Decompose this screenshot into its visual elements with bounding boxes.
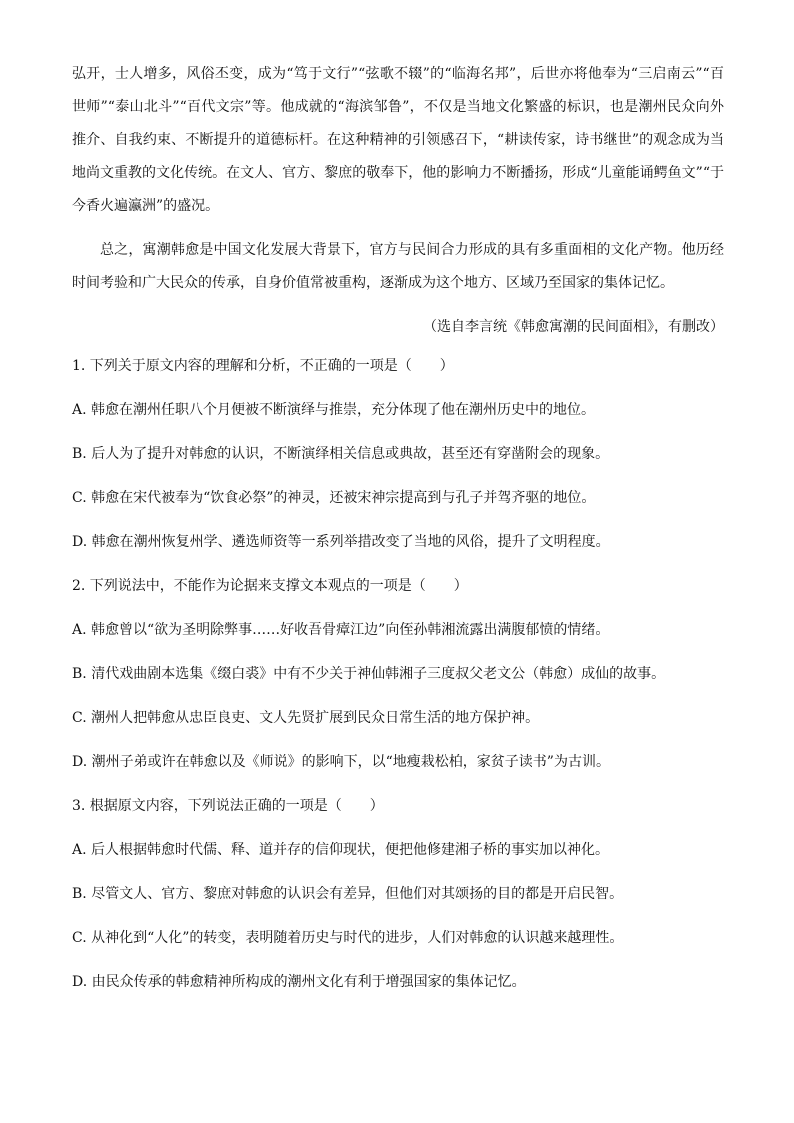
passage-source: （选自李言统《韩愈寓潮的民间面相》，有删改） [423,319,724,335]
question-option: B. 后人为了提升对韩愈的认识，不断演绎相关信息或典故，甚至还有穿凿附会的现象。 [72,446,610,462]
passage-paragraph-1: 弘开，士人增多，风俗丕变，成为“笃于文行”“弦歌不辍”的“临海名邦”，后世亦将他奉为“三启南云”“百世师”“泰山北斗”“百代文宗”等。他成就的“海滨邹鲁”，不仅是当地文化繁盛的标识，也是潮州民众向外推介、自我约束、不断提升的道德标杆。在这种精神的引领感召下，“耕读传家，诗书继世”的观念成为当地尚文重教的文化传统。在文人、官方、黎庶的敬奉下，他的影响力不断播扬，形成“儿童能诵鳄鱼文”“于今香火遍瀛洲”的盛况。 [72,66,724,214]
question-1 [72,355,724,553]
question-option: C. 潮州人把韩愈从忠臣良吏、文人先贤扩展到民众日常生活的地方保护神。 [72,710,540,726]
question-option: B. 尽管文人、官方、黎庶对韩愈的认识会有差异，但他们对其颂扬的目的都是开启民智。 [72,886,624,902]
question-option: A. 后人根据韩愈时代儒、释、道并存的信仰现状，便把他修建湘子桥的事实加以神化。 [72,842,610,858]
question-3 [72,795,724,993]
question-option: D. 由民众传承的韩愈精神所构成的潮州文化有利于增强国家的集体记忆。 [72,974,526,990]
question-option: A. 韩愈曾以“欲为圣明除弊事……好收吾骨瘴江边”向侄孙韩湘流露出满腹郁愤的情绪。 [72,622,610,638]
question-option: C. 韩愈在宋代被奉为“饮食必祭”的神灵，还被宋神宗提高到与孔子并驾齐驱的地位。 [72,490,596,506]
question-option: D. 韩愈在潮州恢复州学、遴选师资等一系列举措改变了当地的风俗，提升了文明程度。 [72,534,610,550]
document-page [72,58,724,993]
question-stem: 3. 根据原文内容，下列说法正确的一项是（ ） [72,798,384,814]
question-option: C. 从神化到“人化”的转变，表明随着历史与时代的进步，人们对韩愈的认识越来越理性。 [72,930,624,946]
question-2 [72,575,724,773]
question-stem: 1. 下列关于原文内容的理解和分析，不正确的一项是（ ） [72,358,454,374]
question-option: B. 清代戏曲剧本选集《缀白裘》中有不少关于神仙韩湘子三度叔父老文公（韩愈）成仙的故事。 [72,666,666,682]
question-option: D. 潮州子弟或许在韩愈以及《师说》的影响下，以“地瘦栽松柏，家贫子读书”为古训。 [72,754,610,770]
question-stem: 2. 下列说法中，不能作为论据来支撑文本观点的一项是（ ） [72,578,468,594]
question-option: A. 韩愈在潮州任职八个月便被不断演绎与推崇，充分体现了他在潮州历史中的地位。 [72,402,596,418]
passage-paragraph-2: 总之，寓潮韩愈是中国文化发展大背景下，官方与民间合力形成的具有多重面相的文化产物。他历经时间考验和广大民众的传承，自身价值常被重构，逐渐成为这个地方、区域乃至国家的集体记忆。 [72,242,724,291]
